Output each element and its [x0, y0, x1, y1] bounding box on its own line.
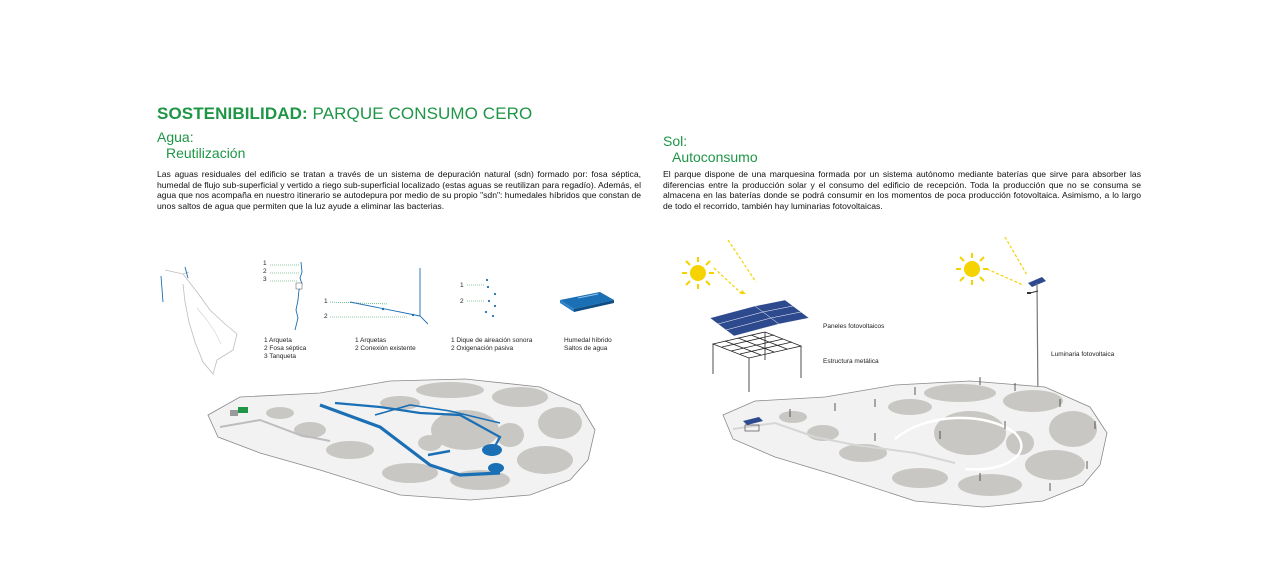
water-heading: Agua: [157, 129, 194, 145]
num-a-1: 1 [263, 260, 267, 267]
connection-diagram [328, 264, 438, 329]
page-title [157, 104, 532, 124]
site-outline-diagram [155, 262, 245, 382]
water-subheading: Reutilización [166, 145, 246, 161]
water-park-map [200, 375, 620, 505]
wetland-diagram [558, 290, 618, 315]
legend-wetland: Humedal híbrido Saltos de agua [564, 337, 612, 352]
num-a-2: 2 [263, 268, 267, 275]
sun-icon-2 [955, 252, 989, 286]
water-paragraph: Las aguas residuales del edificio se tratan a través de un sistema de depuración natural (sdn) formado por: fosa séptica, humedal de flujo sub-superficial y vertido a riego sub-superficial localizado (estas aguas se reutilizan para regadío). Además, el agua que nos acompaña en nuestro itinerario se autodepura por medio de su propio "sdn": humedales híbridos que constan de unos saltos de agua que permiten que la luz ayude a eliminar las bacterias. [157, 169, 641, 211]
legend-connection: 1 Arquetas 2 Conexión existente [355, 337, 416, 352]
title-bold: SOSTENIBILIDAD: [157, 104, 308, 123]
num-b-2: 2 [324, 313, 328, 320]
label-luminaire: Luminaria fotovoltaica [1051, 351, 1115, 358]
num-b-1: 1 [324, 298, 328, 305]
legend-aeration: 1 Dique de aireación sonora 2 Oxigenación pasiva [451, 337, 533, 352]
label-structure: Estructura metálica [823, 358, 879, 365]
label-panels: Paneles fotovoltaicos [823, 323, 885, 330]
aeration-diagram [465, 276, 505, 321]
legend-septic: 1 Arqueta 2 Fosa séptica 3 Tanqueta [264, 337, 307, 360]
septic-diagram [268, 260, 318, 335]
sun-paragraph: El parque dispone de una marquesina formada por un sistema autónomo mediante baterías que sirve para absorber las diferencias entre la producción solar y el consumo del edificio de recepción. Toda la producción que no se consuma se almacena en las baterías donde se podrá consumir en los momentos de poca producción fotovoltaica. Asimismo, a lo largo de todo el recorrido, también hay luminarias fotovoltaicas. [663, 169, 1141, 211]
num-c-2: 2 [460, 298, 464, 305]
sun-icon-1 [681, 256, 715, 290]
sun-rays-1 [712, 238, 772, 298]
title-rest: PARQUE CONSUMO CERO [307, 104, 533, 123]
sun-heading: Sol: [663, 133, 688, 149]
sun-park-map [715, 373, 1135, 513]
num-c-1: 1 [460, 282, 464, 289]
sun-subheading: Autoconsumo [672, 149, 758, 165]
num-a-3: 3 [263, 276, 267, 283]
